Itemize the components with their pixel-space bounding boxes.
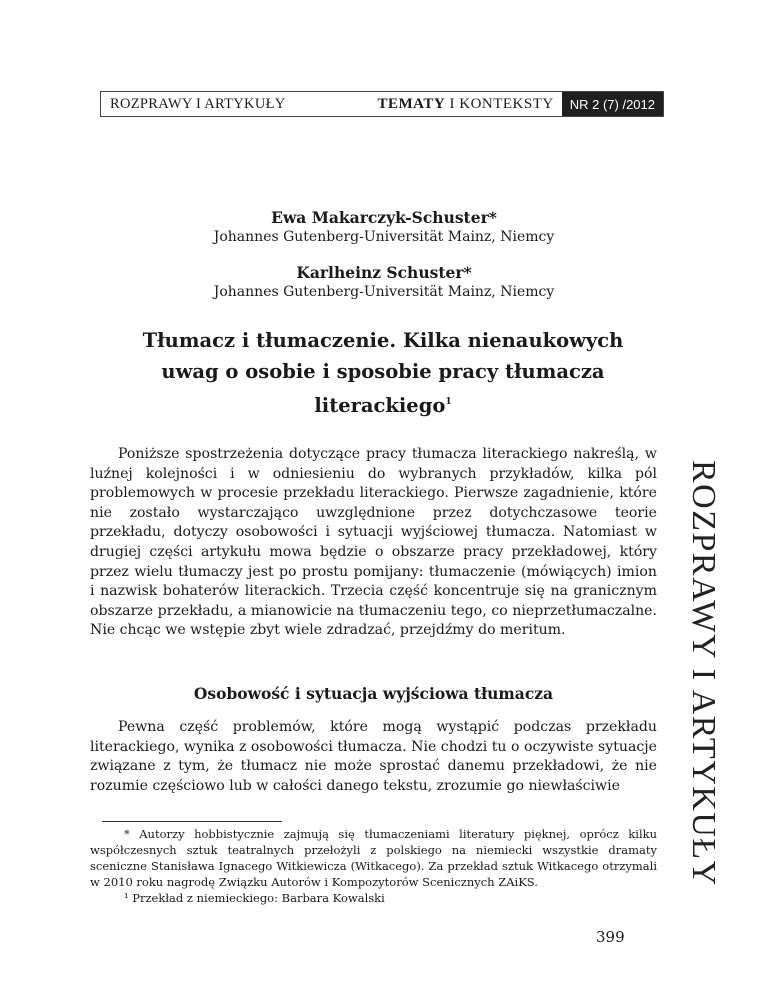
footnote-divider	[102, 821, 282, 822]
author-2-affiliation: Johannes Gutenberg-Universität Mainz, Niemcy	[213, 284, 555, 300]
header-issue-badge: NR 2 (7) /2012	[562, 92, 663, 116]
author-1-affiliation: Johannes Gutenberg-Universität Mainz, Niemcy	[213, 229, 555, 245]
title-line-2: uwag o osobie i sposobie pracy tłumacza	[161, 360, 605, 383]
journal-name-bold: TEMATY	[377, 95, 446, 112]
section-paragraph: Pewna część problemów, które mogą wystąpić podczas przekładu literackiego, wynika z osobowości tłumacza. Nie chodzi tu o oczywiste sytuacje związane z tym, że tłumacz nie może sprostać danemu przekładowi, że nie rozumie częściowo lub w całości danego tekstu, zrozumie go niewłaściwie	[90, 719, 657, 794]
title-line-3: literackiego	[314, 394, 446, 417]
header-journal	[378, 96, 554, 113]
side-section-label	[685, 460, 726, 900]
author-2-name: Karlheinz Schuster*	[296, 263, 472, 282]
title-line-1: Tłumacz i tłumaczenie. Kilka nienaukowych	[142, 329, 624, 352]
intro-paragraph: Poniższe spostrzeżenia dotyczące pracy tłumacza literackiego nakreślą, w luźnej kolejności i w odniesieniu do wybranych przykładów, kilka pól problemowych w procesie przekładu literackiego. Pierwsze zagadnienie, które nie zostało wystarczająco uwzględnione przez dotychczasowe teorie przekładu, dotyczy osobowości i sytuacji wyjściowej tłumacza. Natomiast w drugiej części artykułu mowa będzie o obszarze pracy przekładowej, który przez wielu tłumaczy jest po prostu pomijany: tłumaczenie (mówiących) imion i nazwisk bohaterów literackich. Trzecia część koncentruje się na granicznym obszarze przekładu, a mianowicie na tłumaczeniu tego, co nieprzetłumaczalne. Nie chcąc we wstępie zbyt wiele zdradzać, przejdźmy do meritum.	[90, 446, 657, 639]
running-header	[100, 91, 664, 117]
footnote-authors: * Autorzy hobbistycznie zajmują się tłumaczeniami literatury pięknej, oprócz kilku współczesnych sztuk teatralnych przełożyli z polskiego na niemiecki wszystkie dramaty sceniczne Stanisława Ignacego Witkiewicza (Witkacego). Za przekład sztuk Witkacego otrzymali w 2010 roku nagrodę Związku Autorów i Kompozytorów Scenicznych ZAiKS.	[90, 827, 657, 889]
title-footnote-mark: 1	[445, 397, 452, 407]
header-section: ROZPRAWY I ARTYKUŁY	[110, 95, 286, 112]
article-title	[90, 325, 676, 421]
section-heading: Osobowość i sytuacja wyjściowa tłumacza	[193, 684, 554, 703]
page-number: 399	[596, 928, 625, 946]
side-label-text: ROZPRAWY I ARTYKUŁY	[685, 460, 722, 887]
journal-name-rest: KONTEKSTY	[459, 95, 554, 112]
journal-separator: I	[449, 95, 455, 112]
footnote-translation: ¹ Przekład z niemieckiego: Barbara Kowalski	[124, 891, 385, 905]
author-1-name: Ewa Makarczyk-Schuster*	[271, 208, 497, 227]
